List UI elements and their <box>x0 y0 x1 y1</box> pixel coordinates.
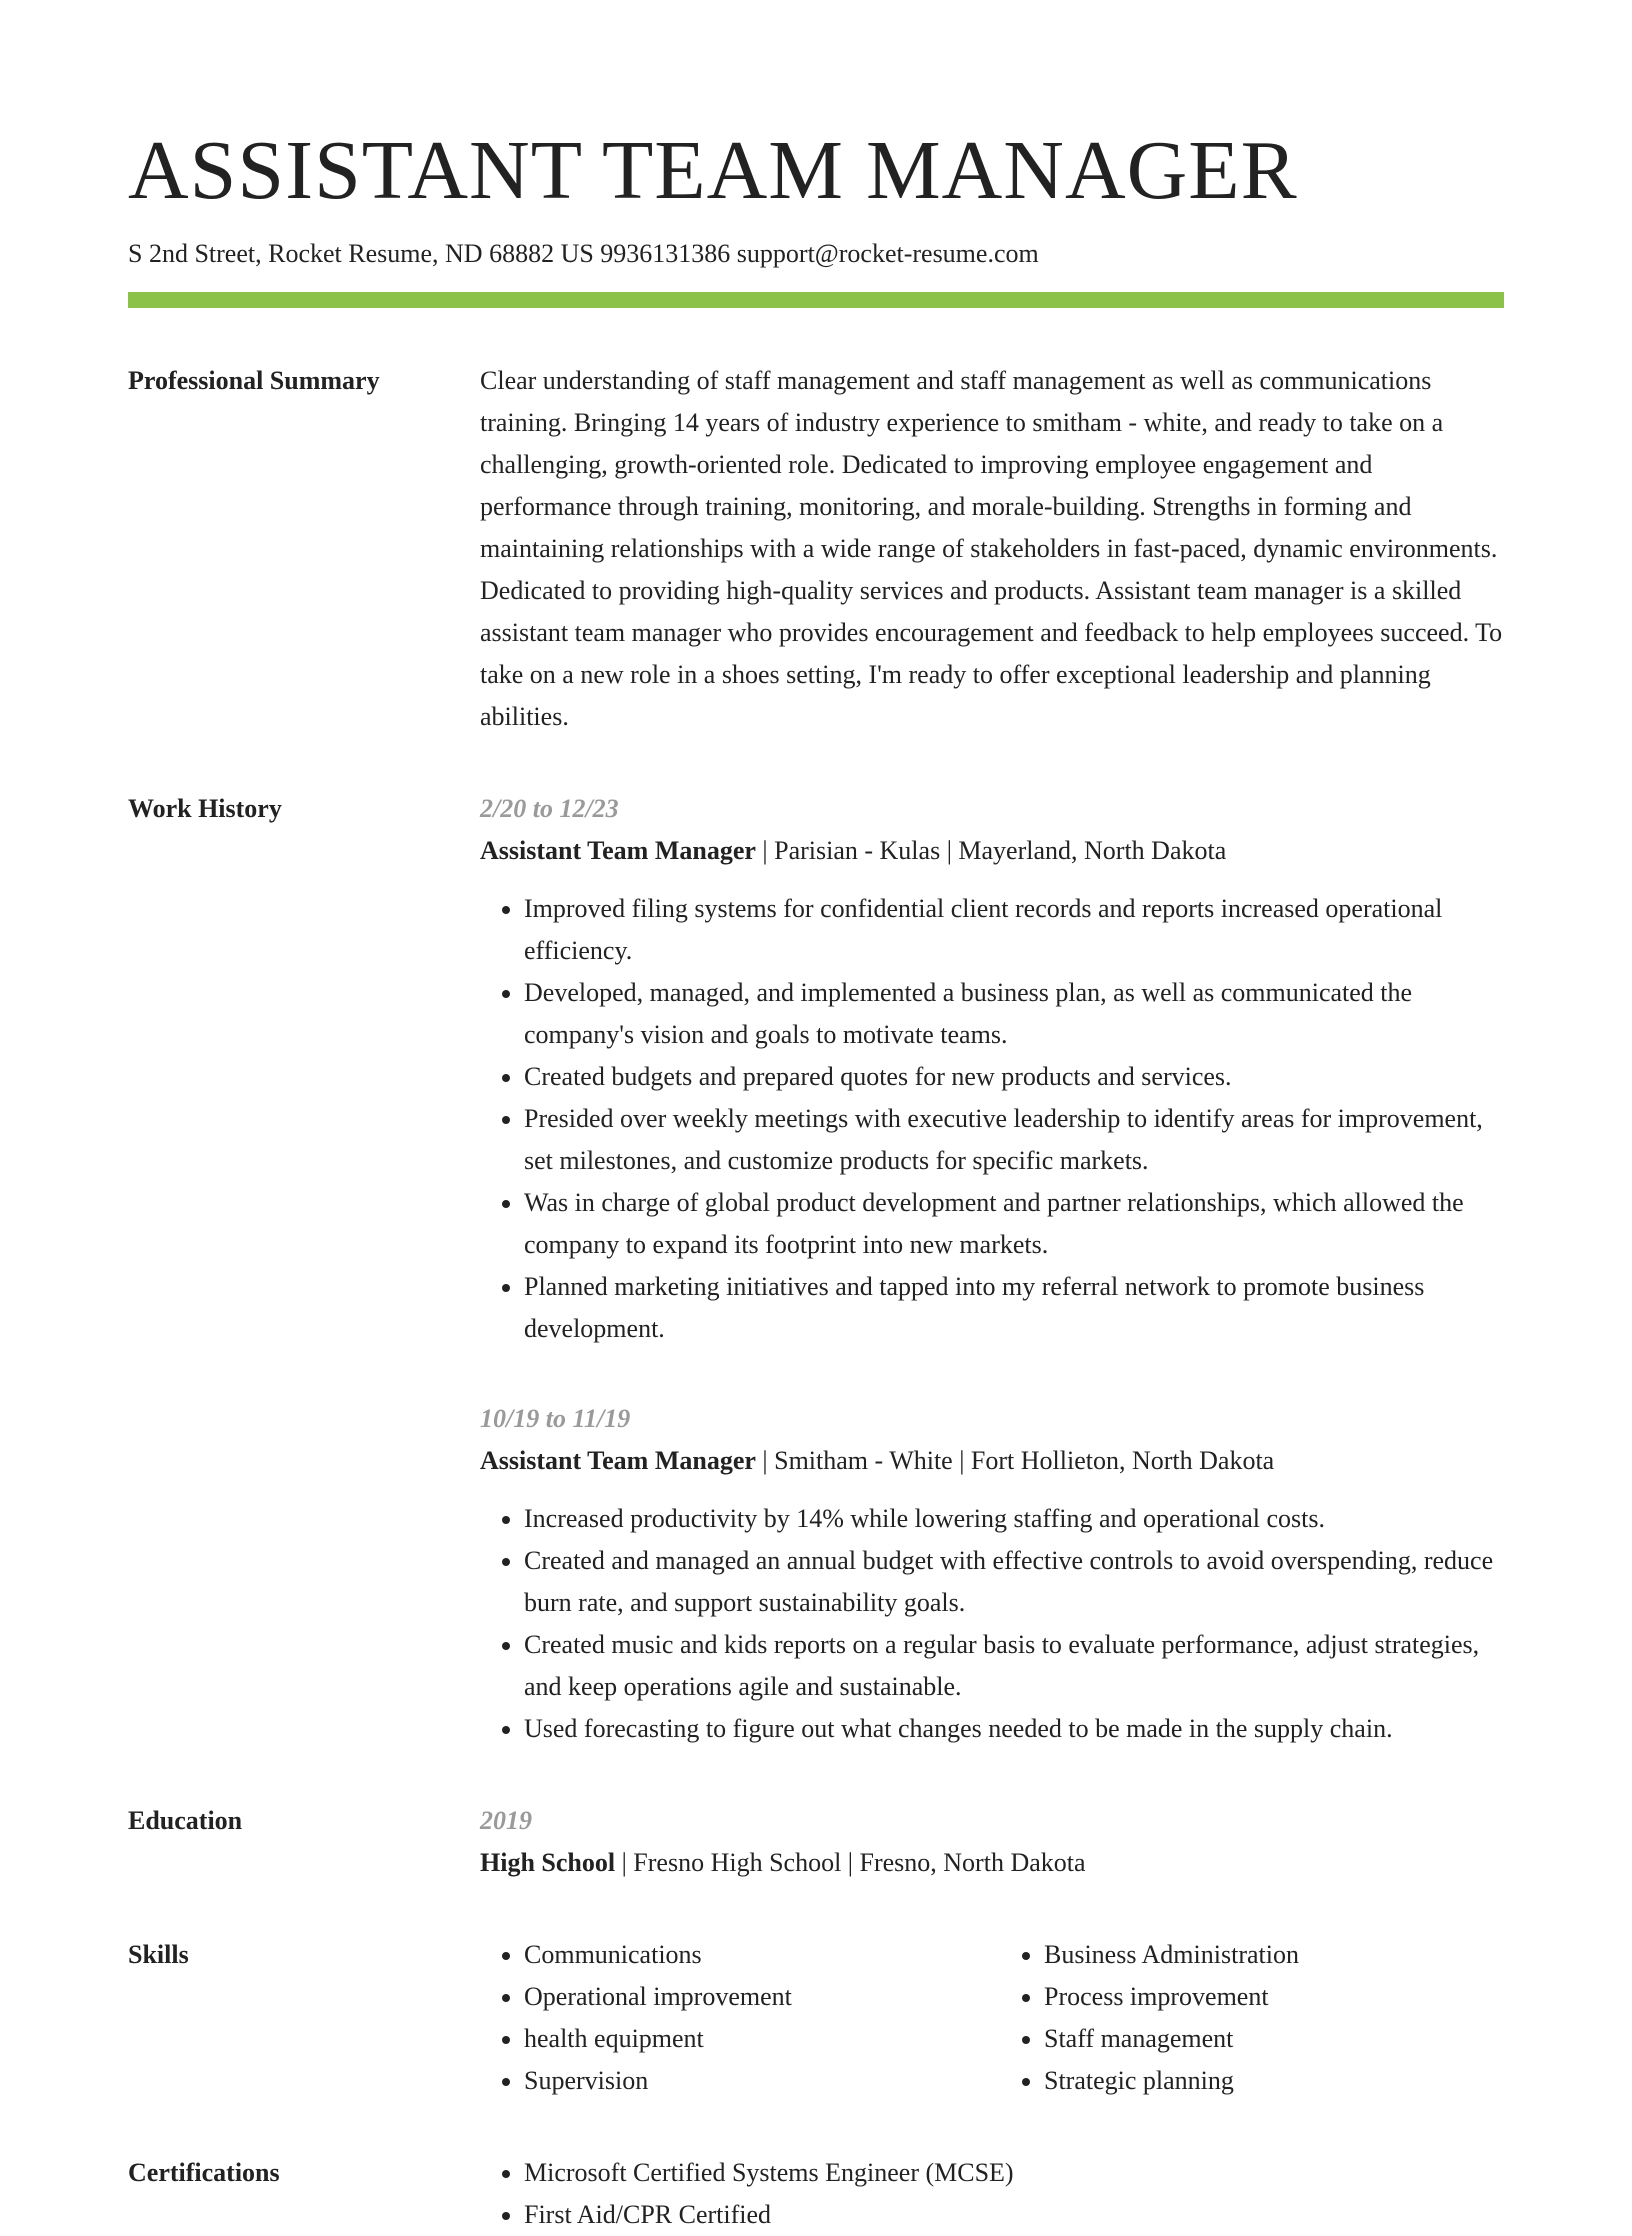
education-year: 2019 <box>480 1806 532 1835</box>
skill-item: • Communications <box>524 1934 984 1976</box>
header-divider <box>128 292 1504 308</box>
certification-item: • First Aid/CPR Certified <box>524 2194 1504 2236</box>
job-heading <box>480 830 1504 872</box>
job-details: | Parisian - Kulas | Mayerland, North Dakota <box>755 836 1227 865</box>
education-heading: Education <box>128 1806 243 1835</box>
job-bullet: • Presided over weekly meetings with executive leadership to identify areas for improvement, set milestones, and customize products for specific markets. <box>524 1098 1504 1182</box>
contact-line: S 2nd Street, Rocket Resume, ND 68882 US 9936131386 support@rocket-resume.com <box>128 239 1039 268</box>
skill-item: • health equipment <box>524 2018 984 2060</box>
job-bullet: • Developed, managed, and implemented a business plan, as well as communicated the company's vision and goals to motivate teams. <box>524 972 1504 1056</box>
job-dates: 10/19 to 11/19 <box>480 1404 631 1433</box>
job-bullet-list <box>480 1498 1504 1750</box>
skills-heading: Skills <box>128 1940 189 1969</box>
job-entry <box>480 1398 1504 1750</box>
certifications-body <box>480 2152 1504 2236</box>
skills-section <box>128 1934 1504 2102</box>
work-history-body <box>480 788 1504 1750</box>
resume-title: ASSISTANT TEAM MANAGER <box>128 124 1298 217</box>
work-history-heading: Work History <box>128 794 282 823</box>
certification-item: • Microsoft Certified Systems Engineer (MCSE) <box>524 2152 1504 2194</box>
education-body <box>480 1800 1504 1884</box>
education-details: | Fresno High School | Fresno, North Dakota <box>615 1848 1086 1877</box>
job-details: | Smitham - White | Fort Hollieton, North Dakota <box>755 1446 1275 1475</box>
skill-item: • Strategic planning <box>1044 2060 1504 2102</box>
job-entry <box>480 788 1504 1350</box>
education-heading-line <box>480 1842 1504 1884</box>
summary-text: Clear understanding of staff management and staff management as well as communications training. Bringing 14 years of industry experience to smitham - white, and ready to take on a challenging, growth-oriented role. Dedicated to improving employee engagement and performance through training, monitoring, and morale-building. Strengths in forming and maintaining relationships with a wide range of stakeholders in fast-paced, dynamic environments. Dedicated to providing high-quality services and products. Assistant team manager is a skilled assistant team manager who provides encouragement and feedback to help employees succeed. To take on a new role in a shoes setting, I'm ready to offer exceptional leadership and planning abilities. <box>480 366 1503 731</box>
skill-item: • Staff management <box>1044 2018 1504 2060</box>
skill-item: • Operational improvement <box>524 1976 984 2018</box>
skill-item: • Supervision <box>524 2060 984 2102</box>
certifications-list <box>480 2152 1504 2236</box>
job-title: Assistant Team Manager <box>480 836 756 865</box>
summary-body <box>480 360 1504 738</box>
job-title: Assistant Team Manager <box>480 1446 756 1475</box>
job-bullet: • Created budgets and prepared quotes for new products and services. <box>524 1056 1504 1098</box>
summary-section <box>128 360 1504 738</box>
job-bullet: • Created and managed an annual budget with effective controls to avoid overspending, reduce burn rate, and support sustainability goals. <box>524 1540 1504 1624</box>
education-section <box>128 1800 1504 1884</box>
certifications-section <box>128 2152 1504 2236</box>
resume-page <box>128 0 1504 2236</box>
work-history-section <box>128 788 1504 1750</box>
skills-body <box>480 1934 1504 2102</box>
job-bullet: • Planned marketing initiatives and tapped into my referral network to promote business development. <box>524 1266 1504 1350</box>
job-bullet-list <box>480 888 1504 1350</box>
job-bullet: • Increased productivity by 14% while lowering staffing and operational costs. <box>524 1498 1504 1540</box>
skills-list <box>480 1934 1504 2102</box>
certifications-heading: Certifications <box>128 2158 280 2187</box>
skill-item: • Process improvement <box>1044 1976 1504 2018</box>
job-bullet: • Created music and kids reports on a regular basis to evaluate performance, adjust strategies, and keep operations agile and sustainable. <box>524 1624 1504 1708</box>
education-degree: High School <box>480 1848 616 1877</box>
job-dates: 2/20 to 12/23 <box>480 794 619 823</box>
job-heading <box>480 1440 1504 1482</box>
job-bullet: • Was in charge of global product development and partner relationships, which allowed the company to expand its footprint into new markets. <box>524 1182 1504 1266</box>
job-bullet: • Used forecasting to figure out what changes needed to be made in the supply chain. <box>524 1708 1504 1750</box>
job-bullet: • Improved filing systems for confidential client records and reports increased operational efficiency. <box>524 888 1504 972</box>
skill-item: • Business Administration <box>1044 1934 1504 1976</box>
summary-heading: Professional Summary <box>128 366 380 395</box>
